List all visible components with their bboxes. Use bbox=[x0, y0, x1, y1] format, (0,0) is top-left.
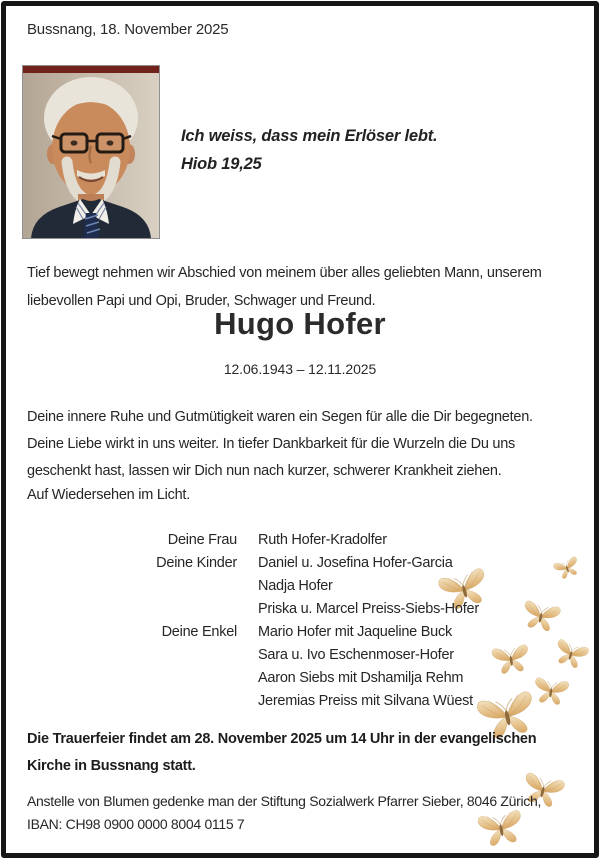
family-row bbox=[27, 575, 479, 598]
butterfly-icon bbox=[550, 553, 583, 584]
memorial-line: geschenkt hast, lassen wir Dich nun nach kurzer, schwerer Krankheit ziehen. bbox=[27, 463, 502, 479]
butterfly-icon bbox=[550, 634, 593, 673]
butterfly-icon bbox=[489, 640, 533, 679]
family-list bbox=[27, 529, 479, 713]
family-member: Sara u. Ivo Eschenmoser-Hofer bbox=[258, 647, 454, 663]
donation-line: Anstelle von Blumen gedenke man der Stiftung Sozialwerk Pfarrer Sieber, 8046 Zürich, bbox=[27, 793, 542, 809]
butterfly-icon bbox=[518, 596, 564, 637]
family-relation bbox=[27, 598, 237, 621]
family-member: Daniel u. Josefina Hofer-Garcia bbox=[258, 555, 453, 571]
memorial-line: Deine Liebe wirkt in uns weiter. In tiefer Dankbarkeit für die Wurzeln die Du uns bbox=[27, 436, 516, 452]
family-row bbox=[27, 690, 479, 713]
family-relation: Deine Kinder bbox=[156, 555, 237, 571]
family-relation bbox=[27, 644, 237, 667]
family-relation bbox=[27, 690, 237, 713]
family-row bbox=[27, 621, 479, 644]
memorial-paragraph bbox=[27, 404, 533, 485]
family-relation bbox=[27, 575, 237, 598]
family-member: Priska u. Marcel Preiss-Siebs-Hofer bbox=[258, 601, 479, 617]
portrait-photo bbox=[22, 65, 160, 239]
intro-line: Tief bewegt nehmen wir Abschied von meinem über alles geliebten Mann, unserem bbox=[27, 265, 542, 281]
deceased-name: Hugo Hofer bbox=[214, 306, 386, 341]
quote-line: Ich weiss, dass mein Erlöser lebt. bbox=[181, 127, 438, 145]
intro-line: liebevollen Papi und Opi, Bruder, Schwager und Freund. bbox=[27, 293, 376, 309]
family-member: Nadja Hofer bbox=[258, 578, 333, 594]
donation-notice bbox=[27, 790, 541, 836]
donation-iban: IBAN: CH98 0900 0000 8004 0115 7 bbox=[27, 816, 245, 832]
family-row bbox=[27, 598, 479, 621]
life-dates: 12.06.1943 – 12.11.2025 bbox=[223, 361, 377, 377]
funeral-line: Kirche in Bussnang statt. bbox=[27, 758, 196, 774]
family-relation: Deine Enkel bbox=[161, 624, 237, 640]
bible-quote bbox=[181, 122, 437, 178]
family-member: Aaron Siebs mit Dshamilja Rehm bbox=[258, 670, 464, 686]
butterfly-icon bbox=[530, 673, 571, 709]
quote-source: Hiob 19,25 bbox=[181, 155, 262, 173]
family-row bbox=[27, 667, 479, 690]
family-member: Ruth Hofer-Kradolfer bbox=[258, 532, 387, 548]
funeral-line: Die Trauerfeier findet am 28. November 2025 um 14 Uhr in der evangelischen bbox=[27, 731, 537, 747]
funeral-notice bbox=[27, 726, 536, 780]
family-relation bbox=[27, 667, 237, 690]
family-relation: Deine Frau bbox=[167, 532, 237, 548]
memorial-line: Deine innere Ruhe und Gutmütigkeit waren ein Segen für alle die Dir begegneten. bbox=[27, 409, 533, 425]
farewell-line: Auf Wiedersehen im Licht. bbox=[27, 487, 190, 503]
family-member: Jeremias Preiss mit Silvana Wüest bbox=[258, 693, 473, 709]
family-member: Mario Hofer mit Jaqueline Buck bbox=[258, 624, 452, 640]
family-row bbox=[27, 552, 479, 575]
family-row bbox=[27, 529, 479, 552]
family-row bbox=[27, 644, 479, 667]
dateline: Bussnang, 18. November 2025 bbox=[27, 21, 229, 38]
